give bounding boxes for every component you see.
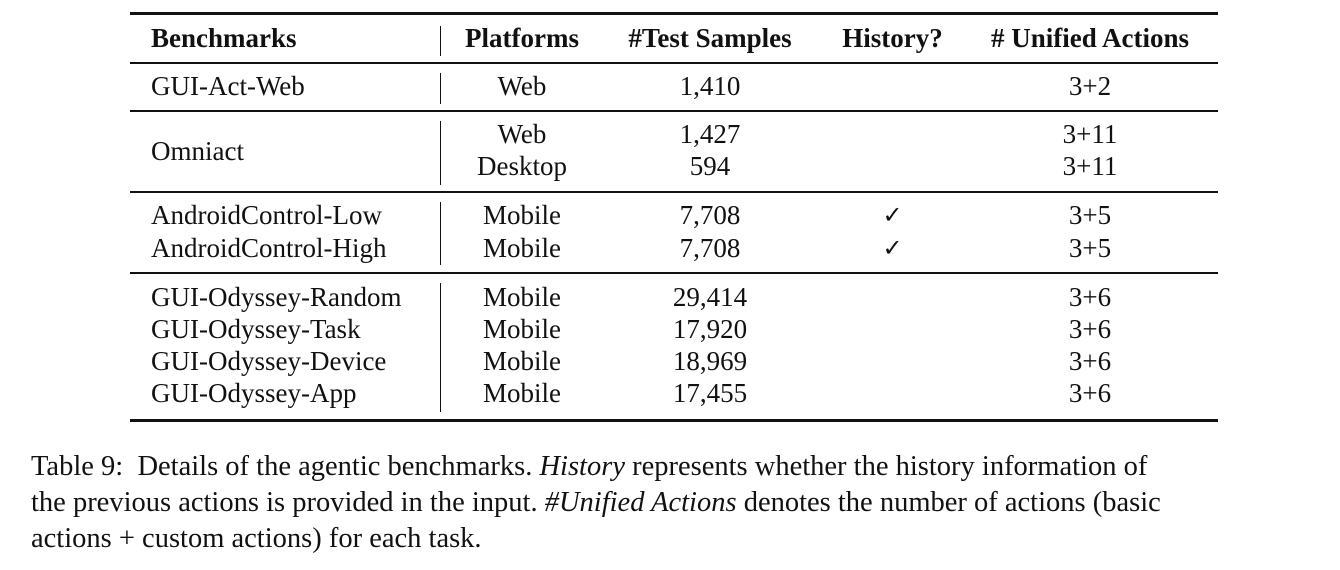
- column-separator: [440, 283, 441, 412]
- benchmark-name: Omniact: [151, 136, 244, 166]
- platform-cell: Mobile: [483, 282, 561, 312]
- unified-actions-cell: 3+6: [1068, 282, 1112, 312]
- benchmark-name: GUI-Odyssey-Device: [151, 346, 387, 376]
- platform-cell: Web: [497, 71, 547, 101]
- table-bottom-rule: [130, 419, 1218, 422]
- unified-actions-cell: 3+2: [1068, 71, 1112, 101]
- caption-text: the previous actions is provided in the input.: [31, 487, 538, 518]
- platform-cell: Mobile: [483, 233, 561, 263]
- caption-text: represents whether the history information of: [632, 451, 1148, 482]
- unified-actions-cell: 3+11: [1062, 151, 1118, 181]
- platform-cell: Mobile: [483, 346, 561, 376]
- unified-actions-cell: 3+5: [1068, 233, 1112, 263]
- test-samples-cell: 17,455: [672, 378, 748, 408]
- benchmark-name: GUI-Odyssey-App: [151, 378, 357, 408]
- table-caption: [31, 449, 1321, 557]
- unified-actions-cell: 3+5: [1068, 200, 1112, 230]
- test-samples-cell: 594: [689, 151, 731, 181]
- caption-text: denotes the number of actions (basic: [743, 487, 1161, 518]
- checkmark-icon: ✓: [882, 234, 903, 262]
- caption-line: [31, 521, 1321, 557]
- test-samples-cell: 18,969: [672, 346, 748, 376]
- benchmark-name: AndroidControl-High: [151, 233, 387, 263]
- unified-actions-cell: 3+11: [1062, 119, 1118, 149]
- caption-line: [31, 449, 1321, 485]
- platform-cell: Web: [497, 119, 547, 149]
- test-samples-cell: 1,410: [679, 71, 741, 101]
- group-rule: [130, 272, 1218, 274]
- platform-cell: Mobile: [483, 200, 561, 230]
- caption-text: actions + custom actions) for each task.: [31, 523, 482, 554]
- header-benchmarks: Benchmarks: [151, 23, 297, 53]
- benchmark-name: GUI-Odyssey-Random: [151, 282, 402, 312]
- caption-text: Details of the agentic benchmarks.: [137, 451, 533, 482]
- caption-emphasis: History: [539, 451, 625, 482]
- header-platforms: Platforms: [465, 23, 579, 53]
- benchmark-name: GUI-Odyssey-Task: [151, 314, 361, 344]
- platform-cell: Mobile: [483, 314, 561, 344]
- caption-label: Table 9:: [31, 451, 124, 482]
- test-samples-cell: 7,708: [679, 233, 741, 263]
- unified-actions-cell: 3+6: [1068, 346, 1112, 376]
- benchmark-name: AndroidControl-Low: [151, 200, 382, 230]
- test-samples-cell: 17,920: [672, 314, 748, 344]
- header-history: History?: [842, 23, 943, 53]
- test-samples-cell: 29,414: [672, 282, 748, 312]
- caption-emphasis: #Unified Actions: [544, 487, 737, 518]
- platform-cell: Mobile: [483, 378, 561, 408]
- header-unified-actions: # Unified Actions: [990, 23, 1190, 53]
- column-separator: [440, 26, 441, 56]
- column-separator: [440, 202, 441, 265]
- test-samples-cell: 7,708: [679, 200, 741, 230]
- column-separator: [440, 121, 441, 185]
- test-samples-cell: 1,427: [679, 119, 741, 149]
- column-separator: [440, 73, 441, 104]
- benchmarks-table: [130, 12, 1218, 422]
- platform-cell: Desktop: [477, 151, 567, 181]
- unified-actions-cell: 3+6: [1068, 378, 1112, 408]
- benchmark-name: GUI-Act-Web: [151, 71, 305, 101]
- table-top-rule: [130, 12, 1218, 15]
- checkmark-icon: ✓: [882, 201, 903, 229]
- unified-actions-cell: 3+6: [1068, 314, 1112, 344]
- group-rule: [130, 110, 1218, 112]
- group-rule: [130, 191, 1218, 193]
- header-rule: [130, 62, 1218, 64]
- header-test-samples: #Test Samples: [628, 23, 792, 53]
- caption-line: [31, 485, 1321, 521]
